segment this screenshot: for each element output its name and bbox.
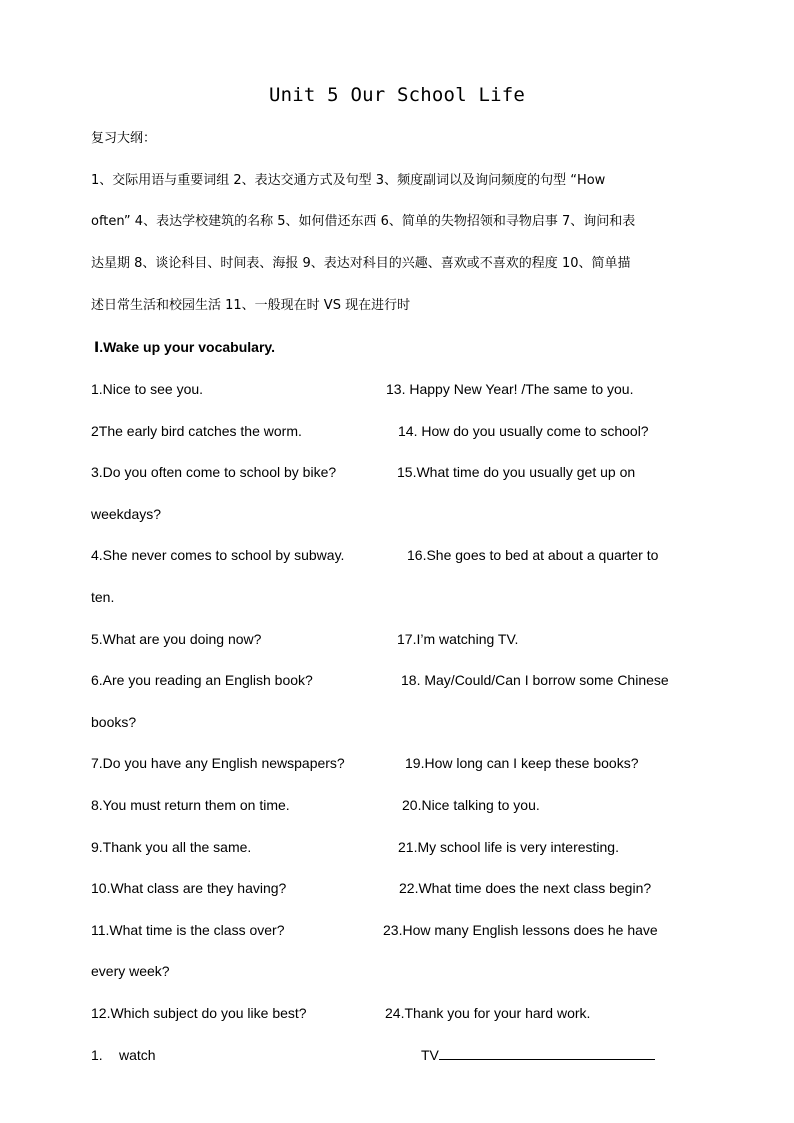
outline-label: 复习大纲：	[91, 131, 157, 146]
exercise-word: watch	[119, 1047, 156, 1063]
phrase-item: 1.Nice to see you.	[91, 381, 204, 397]
phrase-item: 20.Nice talking to you.	[402, 797, 540, 813]
phrase-item: 9.Thank you all the same.	[91, 839, 252, 855]
phrase-item: 12.Which subject do you like best?	[91, 1005, 307, 1021]
phrase-continuation: books?	[91, 714, 137, 730]
exercise-answer	[421, 1046, 655, 1064]
phrase-item: 13. Happy New Year! /The same to you.	[386, 381, 634, 397]
outline-line-3: 达星期 8、谈论科目、时间表、海报 9、表达对科目的兴趣、喜欢或不喜欢的程度 10、简单描	[91, 256, 631, 271]
phrase-item: 23.How many English lessons does he have	[383, 922, 658, 938]
phrase-item: 17.I’m watching TV.	[397, 631, 519, 647]
answer-blank[interactable]	[439, 1047, 655, 1060]
phrase-item: 7.Do you have any English newspapers?	[91, 755, 345, 771]
phrase-item: 16.She goes to bed at about a quarter to	[407, 547, 659, 563]
phrase-item: 5.What are you doing now?	[91, 631, 262, 647]
exercise-answer-prefix: TV	[421, 1047, 439, 1063]
phrase-item: 21.My school life is very interesting.	[398, 839, 619, 855]
outline-line-1: 1、交际用语与重要词组 2、表达交通方式及句型 3、频度副词以及询问频度的句型 “How	[91, 173, 606, 188]
outline-line-2: often” 4、表达学校建筑的名称 5、如何借还东西 6、简单的失物招领和寻物启事 7、询问和表	[91, 214, 636, 229]
phrase-continuation: every week?	[91, 963, 170, 979]
page-title: Unit 5 Our School Life	[268, 84, 526, 106]
phrase-item: 14. How do you usually come to school?	[398, 423, 649, 439]
phrase-item: 24.Thank you for your hard work.	[385, 1005, 591, 1021]
phrase-item: 3.Do you often come to school by bike?	[91, 464, 337, 480]
phrase-item: 10.What class are they having?	[91, 880, 287, 896]
phrase-item: 8.You must return them on time.	[91, 797, 290, 813]
phrase-item: 2The early bird catches the worm.	[91, 423, 302, 439]
outline-line-4: 述日常生活和校园生活 11、一般现在时 VS 现在进行时	[91, 298, 411, 313]
phrase-continuation: ten.	[91, 589, 115, 605]
phrase-item: 18. May/Could/Can I borrow some Chinese	[401, 672, 669, 688]
phrase-continuation: weekdays?	[91, 506, 162, 522]
phrase-item: 11.What time is the class over?	[91, 922, 285, 938]
section-heading: Ⅰ.Wake up your vocabulary.	[94, 339, 276, 355]
phrase-item: 4.She never comes to school by subway.	[91, 547, 345, 563]
exercise-number: 1.	[91, 1047, 103, 1063]
phrase-item: 15.What time do you usually get up on	[397, 464, 636, 480]
phrase-item: 6.Are you reading an English book?	[91, 672, 313, 688]
phrase-item: 19.How long can I keep these books?	[405, 755, 639, 771]
phrase-item: 22.What time does the next class begin?	[399, 880, 652, 896]
